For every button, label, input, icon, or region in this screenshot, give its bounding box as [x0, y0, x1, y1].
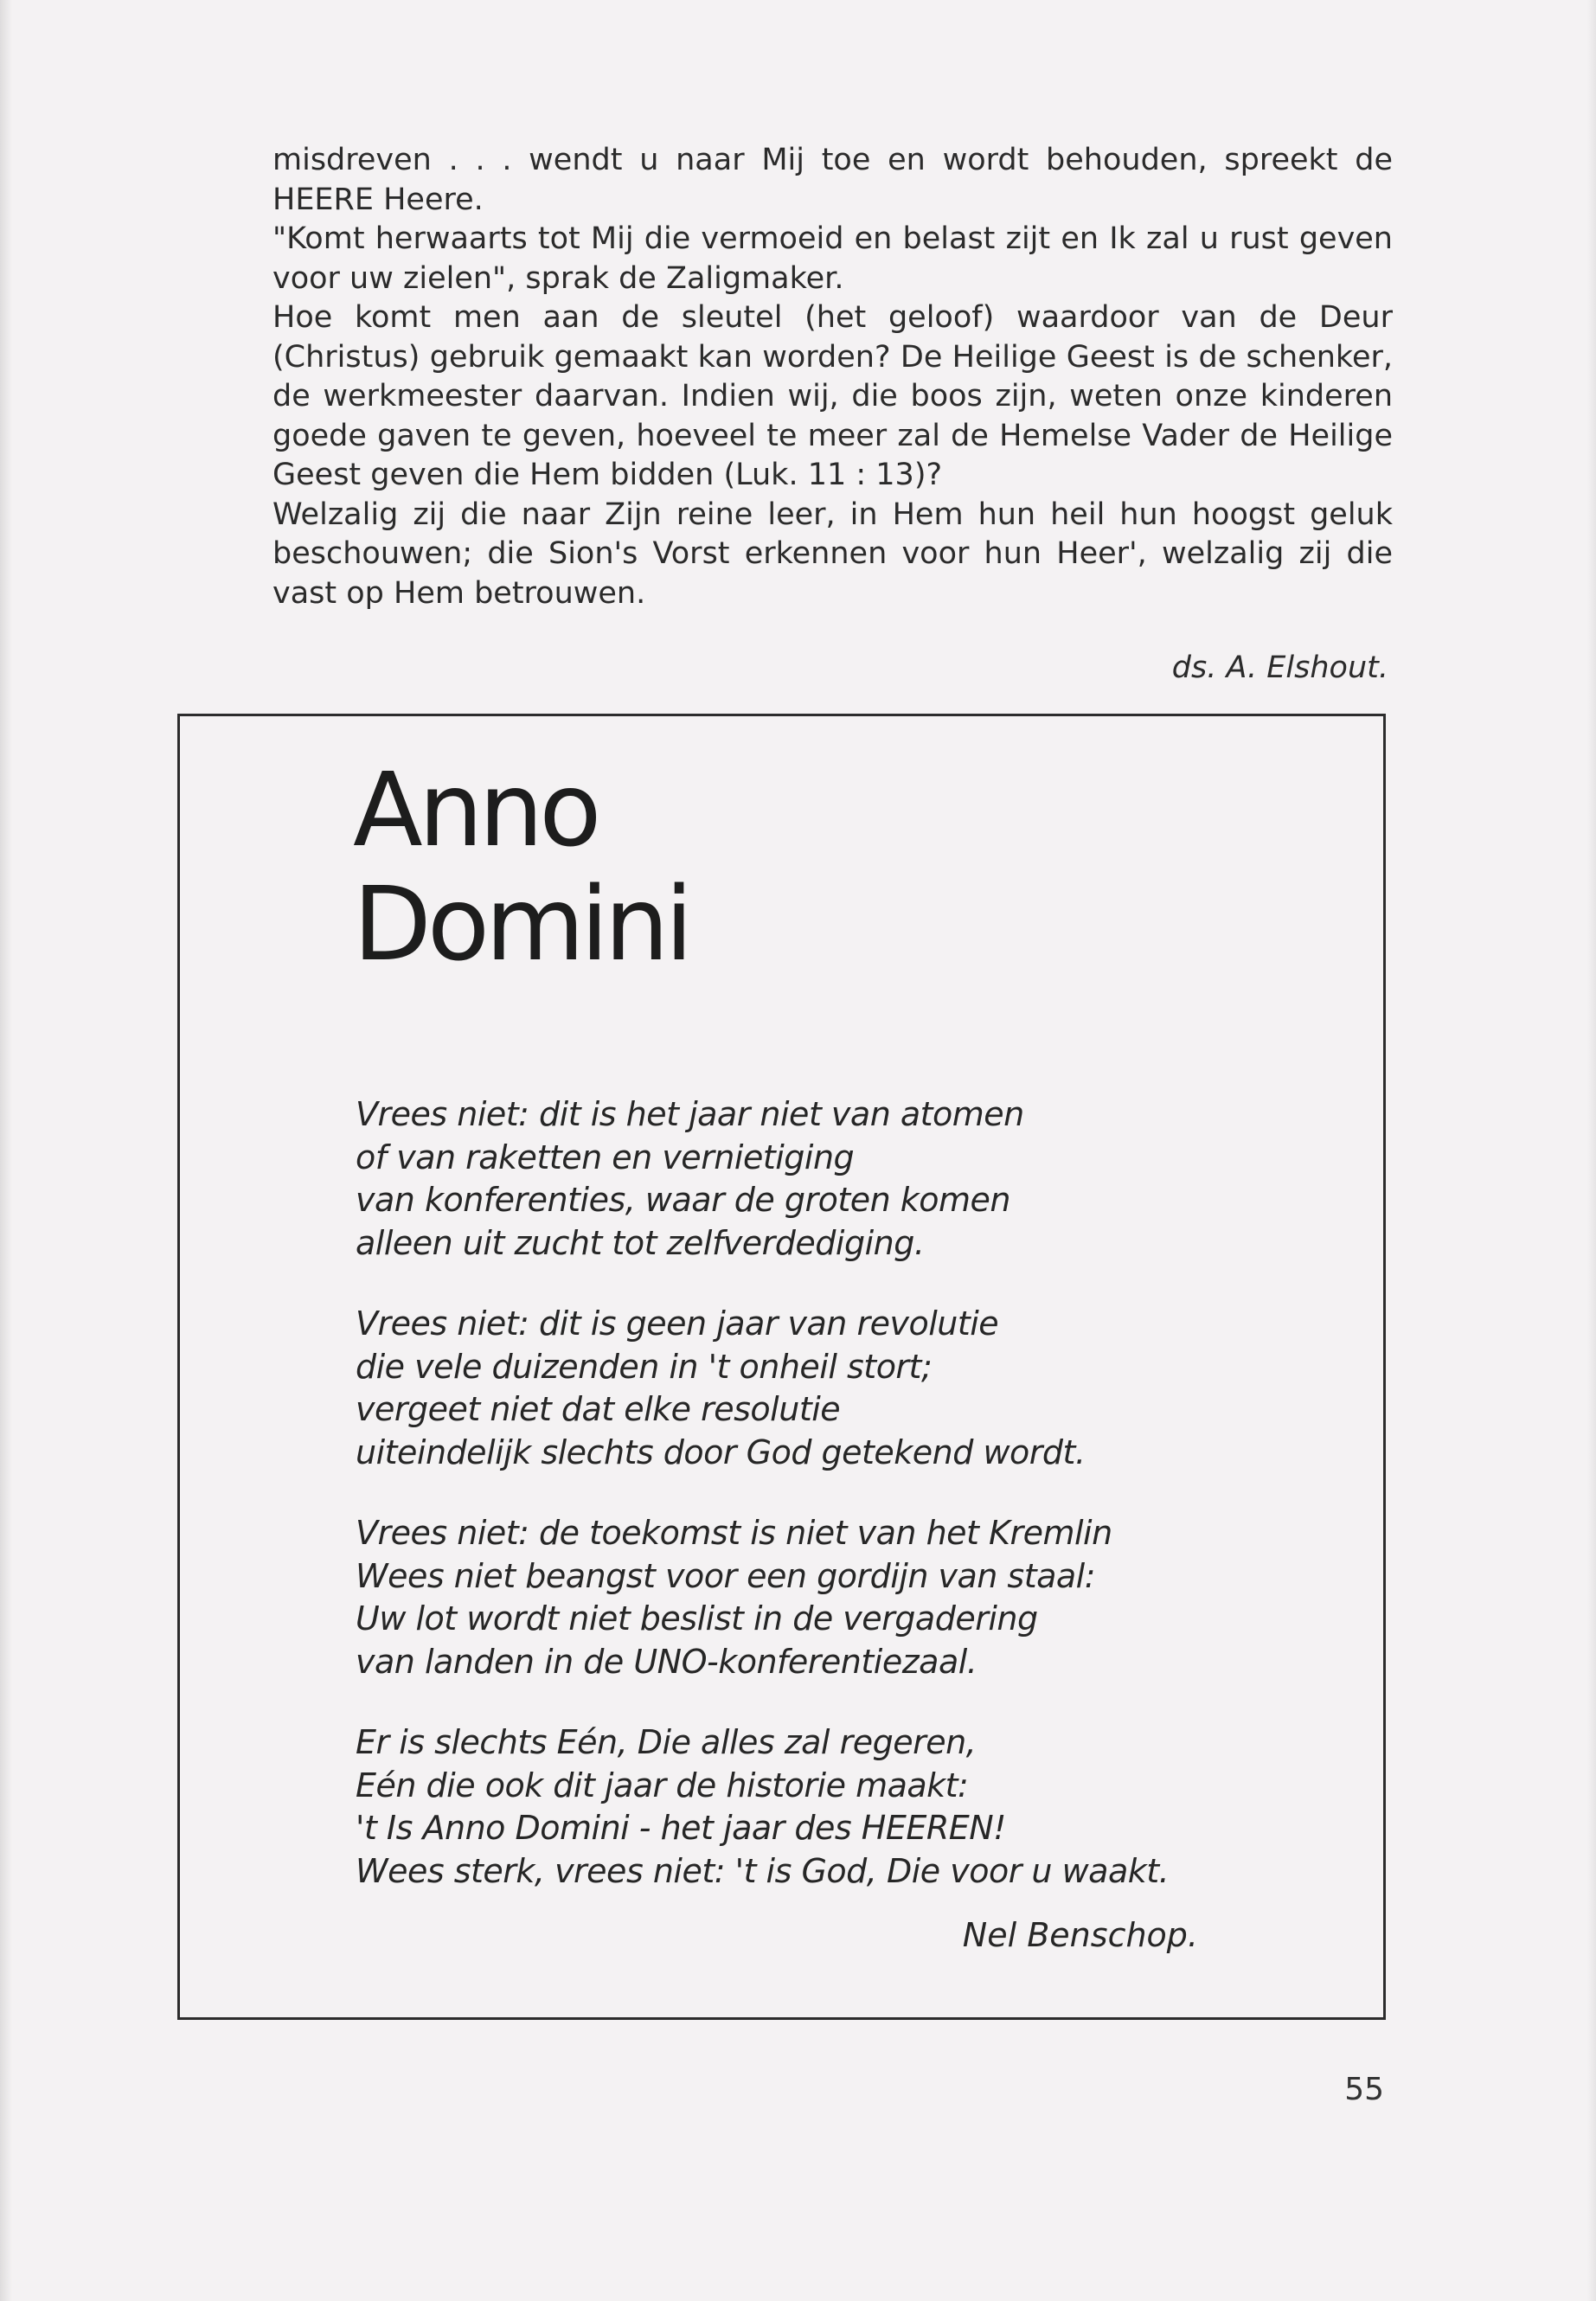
poem-line: Wees sterk, vrees niet: 't is God, Die voor u waakt. [356, 1851, 1170, 1890]
poem-body [356, 1093, 1324, 1931]
prose-paragraph: Hoe komt men aan de sleutel (het geloof) waardoor van de Deur (Christus) gebruik gemaakt kan worden? De Heilige Geest is de schenker, de werkmeester daarvan. Indien wij, die boos zijn, weten onze kinderen goede gaven te geven, hoeveel te meer zal de Hemelse Vader de Heilige Geest geven die Hem bidden (Luk. 11 : 13)? [272, 300, 1393, 492]
poem-stanza [356, 1093, 1324, 1265]
poem-line: Uw lot wordt niet beslist in de vergadering [356, 1599, 1038, 1638]
poem-line: Vrees niet: de toekomst is niet van het Kremlin [356, 1514, 1112, 1552]
poem-line: 't Is Anno Domini - het jaar des HEEREN! [356, 1809, 1006, 1847]
prose-paragraph: "Komt herwaarts tot Mij die vermoeid en belast zijt en Ik zal u rust geven voor uw zielen", sprak de Zaligmaker. [272, 221, 1393, 296]
page-left-edge [0, 0, 12, 2301]
poem-line: Wees niet beangst voor een gordijn van staal: [356, 1556, 1096, 1595]
page-number: 55 [1344, 2072, 1384, 2107]
poem-line: Vrees niet: dit is geen jaar van revolutie [356, 1304, 999, 1343]
poem-line: Eén die ook dit jaar de historie maakt: [356, 1766, 969, 1804]
poem-line: vergeet niet dat elke resolutie [356, 1390, 841, 1428]
poem-line: uiteindelijk slechts door God getekend wordt. [356, 1433, 1086, 1471]
page-right-edge [1587, 0, 1596, 2301]
prose-paragraph: Welzalig zij die naar Zijn reine leer, in Hem hun heil hun hoogst geluk beschouwen; die Sion's Vorst erkennen voor hun Heer', welzalig zij die vast op Hem betrouwen. [272, 497, 1393, 611]
prose-text [272, 141, 1393, 613]
poem-title-line: Anno [353, 750, 598, 869]
poem-stanza [356, 1512, 1324, 1683]
poem-line: Er is slechts Eén, Die alles zal regeren, [356, 1723, 977, 1761]
poem-stanza [356, 1303, 1324, 1474]
poem-title-line: Domini [353, 864, 689, 984]
prose-signature: ds. A. Elshout. [1171, 651, 1388, 685]
poem-author: Nel Benschop. [962, 1916, 1198, 1954]
poem-line: van konferenties, waar de groten komen [356, 1181, 1011, 1219]
prose-paragraph: misdreven . . . wendt u naar Mij toe en wordt behouden, spreekt de HEERE Heere. [272, 143, 1393, 217]
poem-stanza [356, 1721, 1324, 1893]
poem-line: Vrees niet: dit is het jaar niet van atomen [356, 1095, 1024, 1133]
poem-line: of van raketten en vernietiging [356, 1138, 855, 1176]
poem-line: die vele duizenden in 't onheil stort; [356, 1347, 933, 1386]
poem-title [353, 750, 689, 984]
poem-line: alleen uit zucht tot zelfverdediging. [356, 1223, 925, 1262]
poem-line: van landen in de UNO-konferentiezaal. [356, 1642, 977, 1681]
